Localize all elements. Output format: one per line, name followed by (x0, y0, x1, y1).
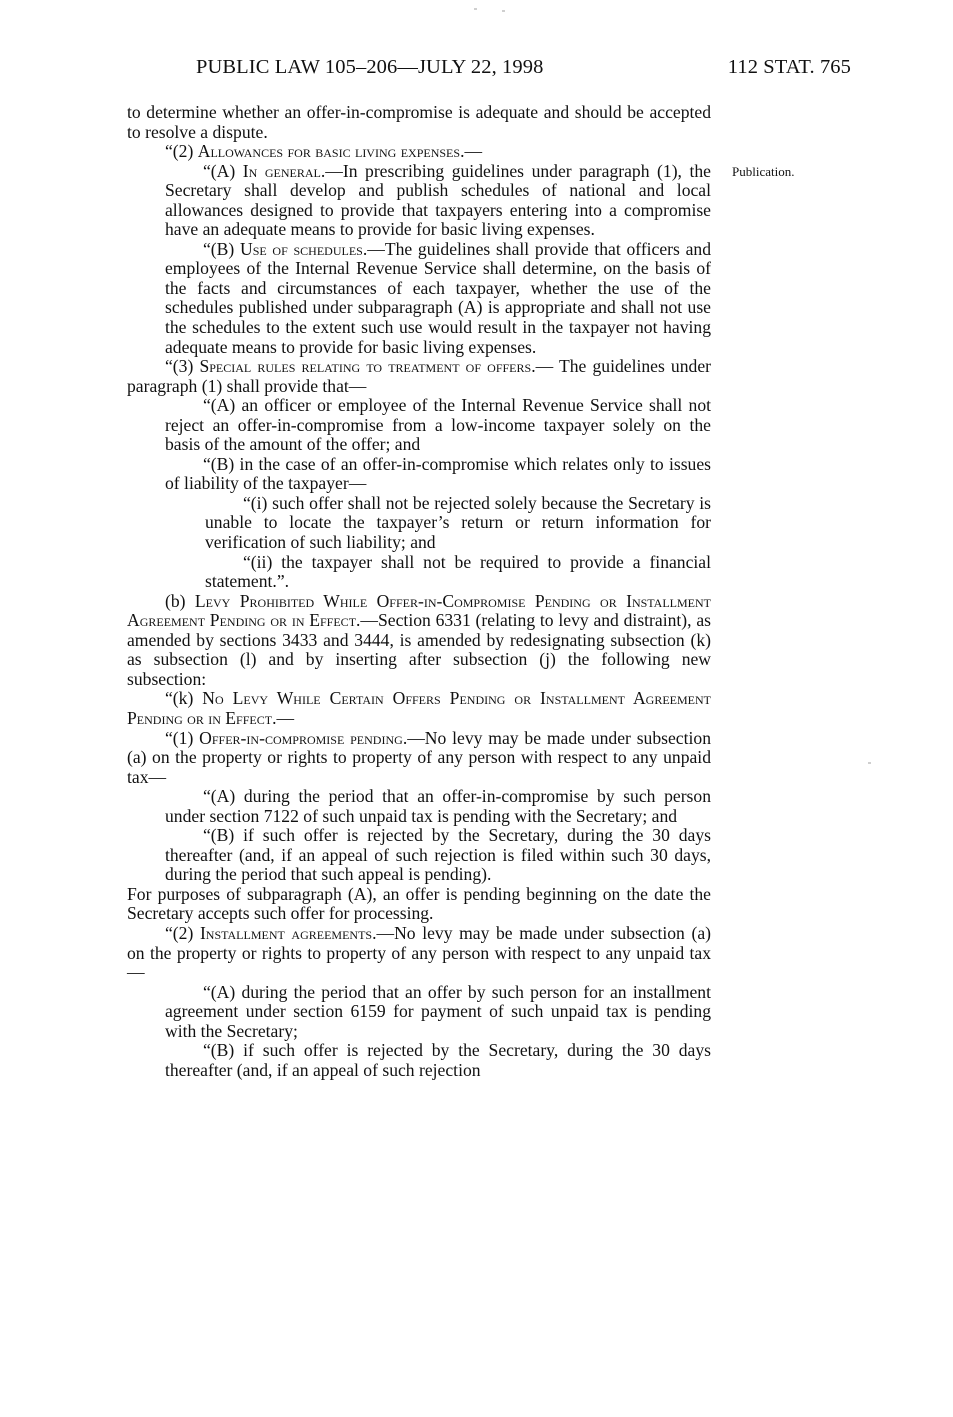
para-k-2 (127, 924, 711, 983)
section-caption: Special rules relating to treatment of offers (199, 356, 532, 377)
text-run: “(2) (165, 141, 198, 162)
section-caption: Allowances for basic living expenses (197, 141, 461, 162)
text-run: “(B) (203, 238, 240, 259)
para-3-b: “(B) in the case of an offer-in-compromise which relates only to issues of liability of the taxpayer— (165, 453, 711, 494)
law-citation: PUBLIC LAW 105–206—JULY 22, 1998 (196, 56, 544, 78)
margin-note: Publication. (732, 164, 795, 179)
para-k-1-b: “(B) if such offer is rejected by the Secretary, during the 30 days thereafter (and, if an appeal of such rejection is filed within such 30 days, during the period that such appeal is pending). (165, 825, 711, 885)
scan-speck (502, 10, 505, 12)
section-caption: No Levy While Certain Offers Pending or Installment Agreement Pending or in Effect (127, 688, 711, 728)
para-k-2-b: “(B) if such offer is rejected by the Secretary, during the 30 days thereafter (and, if an appeal of such rejection (165, 1040, 711, 1080)
text-run: .— The guidelines under paragraph (1) shall provide that— (127, 356, 711, 396)
para-2-heading (127, 142, 711, 162)
para-k-2-a: “(A) during the period that an offer by such person for an installment agreement under section 6159 for payment of such unpaid tax is pending with the Secretary; (165, 981, 711, 1041)
document-body (127, 103, 711, 1080)
text-run: .— (460, 141, 483, 162)
scan-speck (474, 8, 477, 10)
section-caption: Offer-in-compromise pending (199, 727, 403, 748)
text-run: .—The guidelines shall provide that officers and employees of the Internal Revenue Service shall determine, on the basis of the facts and circumstances of each taxpayer, whether the use of the schedules published under subparagraph (A) is appropriate and shall not use the schedules to the extent such use would result in the taxpayer not having adequate means to provide for basic living expenses. (165, 238, 712, 357)
section-caption: Use of schedules (240, 238, 363, 259)
section-caption: Levy Prohibited While Offer-in-Compromise Pending or Installment Agreement Pending or in Effect (127, 590, 711, 631)
text-run: .—Section 6331 (relating to levy and distraint), as amended by sections 3433 and 3444, is amended by redesignating subsection (k) as subsection (l) and by inserting after subsection (j) the following new subsection: (127, 610, 711, 689)
text-run: (b) (165, 590, 195, 611)
para-3-b-i: “(i) such offer shall not be rejected solely because the Secretary is unable to locate the taxpayer’s return or return information for verification of such liability; and (205, 492, 711, 553)
para-2-a (127, 162, 711, 240)
para-3-b-ii: “(ii) the taxpayer shall not be required to provide a financial statement.”. (205, 551, 711, 592)
text-run: .—In prescribing guidelines under paragraph (1), the Secretary shall develop and publish schedules of national and local allowances designed to provide that taxpayers entering into a compromise have an adequate means to provide for basic living expenses. (165, 160, 711, 240)
para-3-heading (127, 357, 711, 396)
running-header (196, 56, 851, 82)
para-3-a: “(A) an officer or employee of the Internal Revenue Service shall not reject an offer-in-compromise from a low-income taxpayer solely on the basis of the amount of the offer; and (165, 395, 711, 455)
text-run: “(1) (165, 727, 200, 748)
para-b-heading (127, 592, 711, 690)
text-run: .—No levy may be made under subsection (a) on the property or rights to property of any person with respect to any unpaid tax— (127, 727, 711, 787)
text-run: “(A) (203, 160, 243, 181)
para-continuation: to determine whether an offer-in-compromise is adequate and should be accepted to resolve a dispute. (127, 102, 711, 142)
para-k-1 (127, 729, 711, 788)
para-2-b (127, 240, 711, 357)
text-run: .—No levy may be made under subsection (a) on the property or rights to property of any person with respect to any unpaid tax— (127, 922, 711, 983)
scan-speck (868, 762, 871, 764)
text-run: “(3) (165, 356, 200, 377)
para-k-1-flush: For purposes of subparagraph (A), an offer is pending beginning on the date the Secretary accepts such offer for processing. (127, 883, 711, 924)
section-caption: Installment agreements (199, 922, 373, 943)
text-run: “(k) (165, 688, 203, 709)
text-run: .— (272, 707, 295, 728)
para-k-1-a: “(A) during the period that an offer-in-compromise by such person under section 7122 of such unpaid tax is pending with the Secretary; and (165, 786, 711, 826)
text-run: “(2) (165, 922, 200, 943)
para-k-heading (127, 689, 711, 728)
section-caption: In general (242, 160, 321, 181)
statute-page: 112 STAT. 765 (727, 56, 851, 78)
